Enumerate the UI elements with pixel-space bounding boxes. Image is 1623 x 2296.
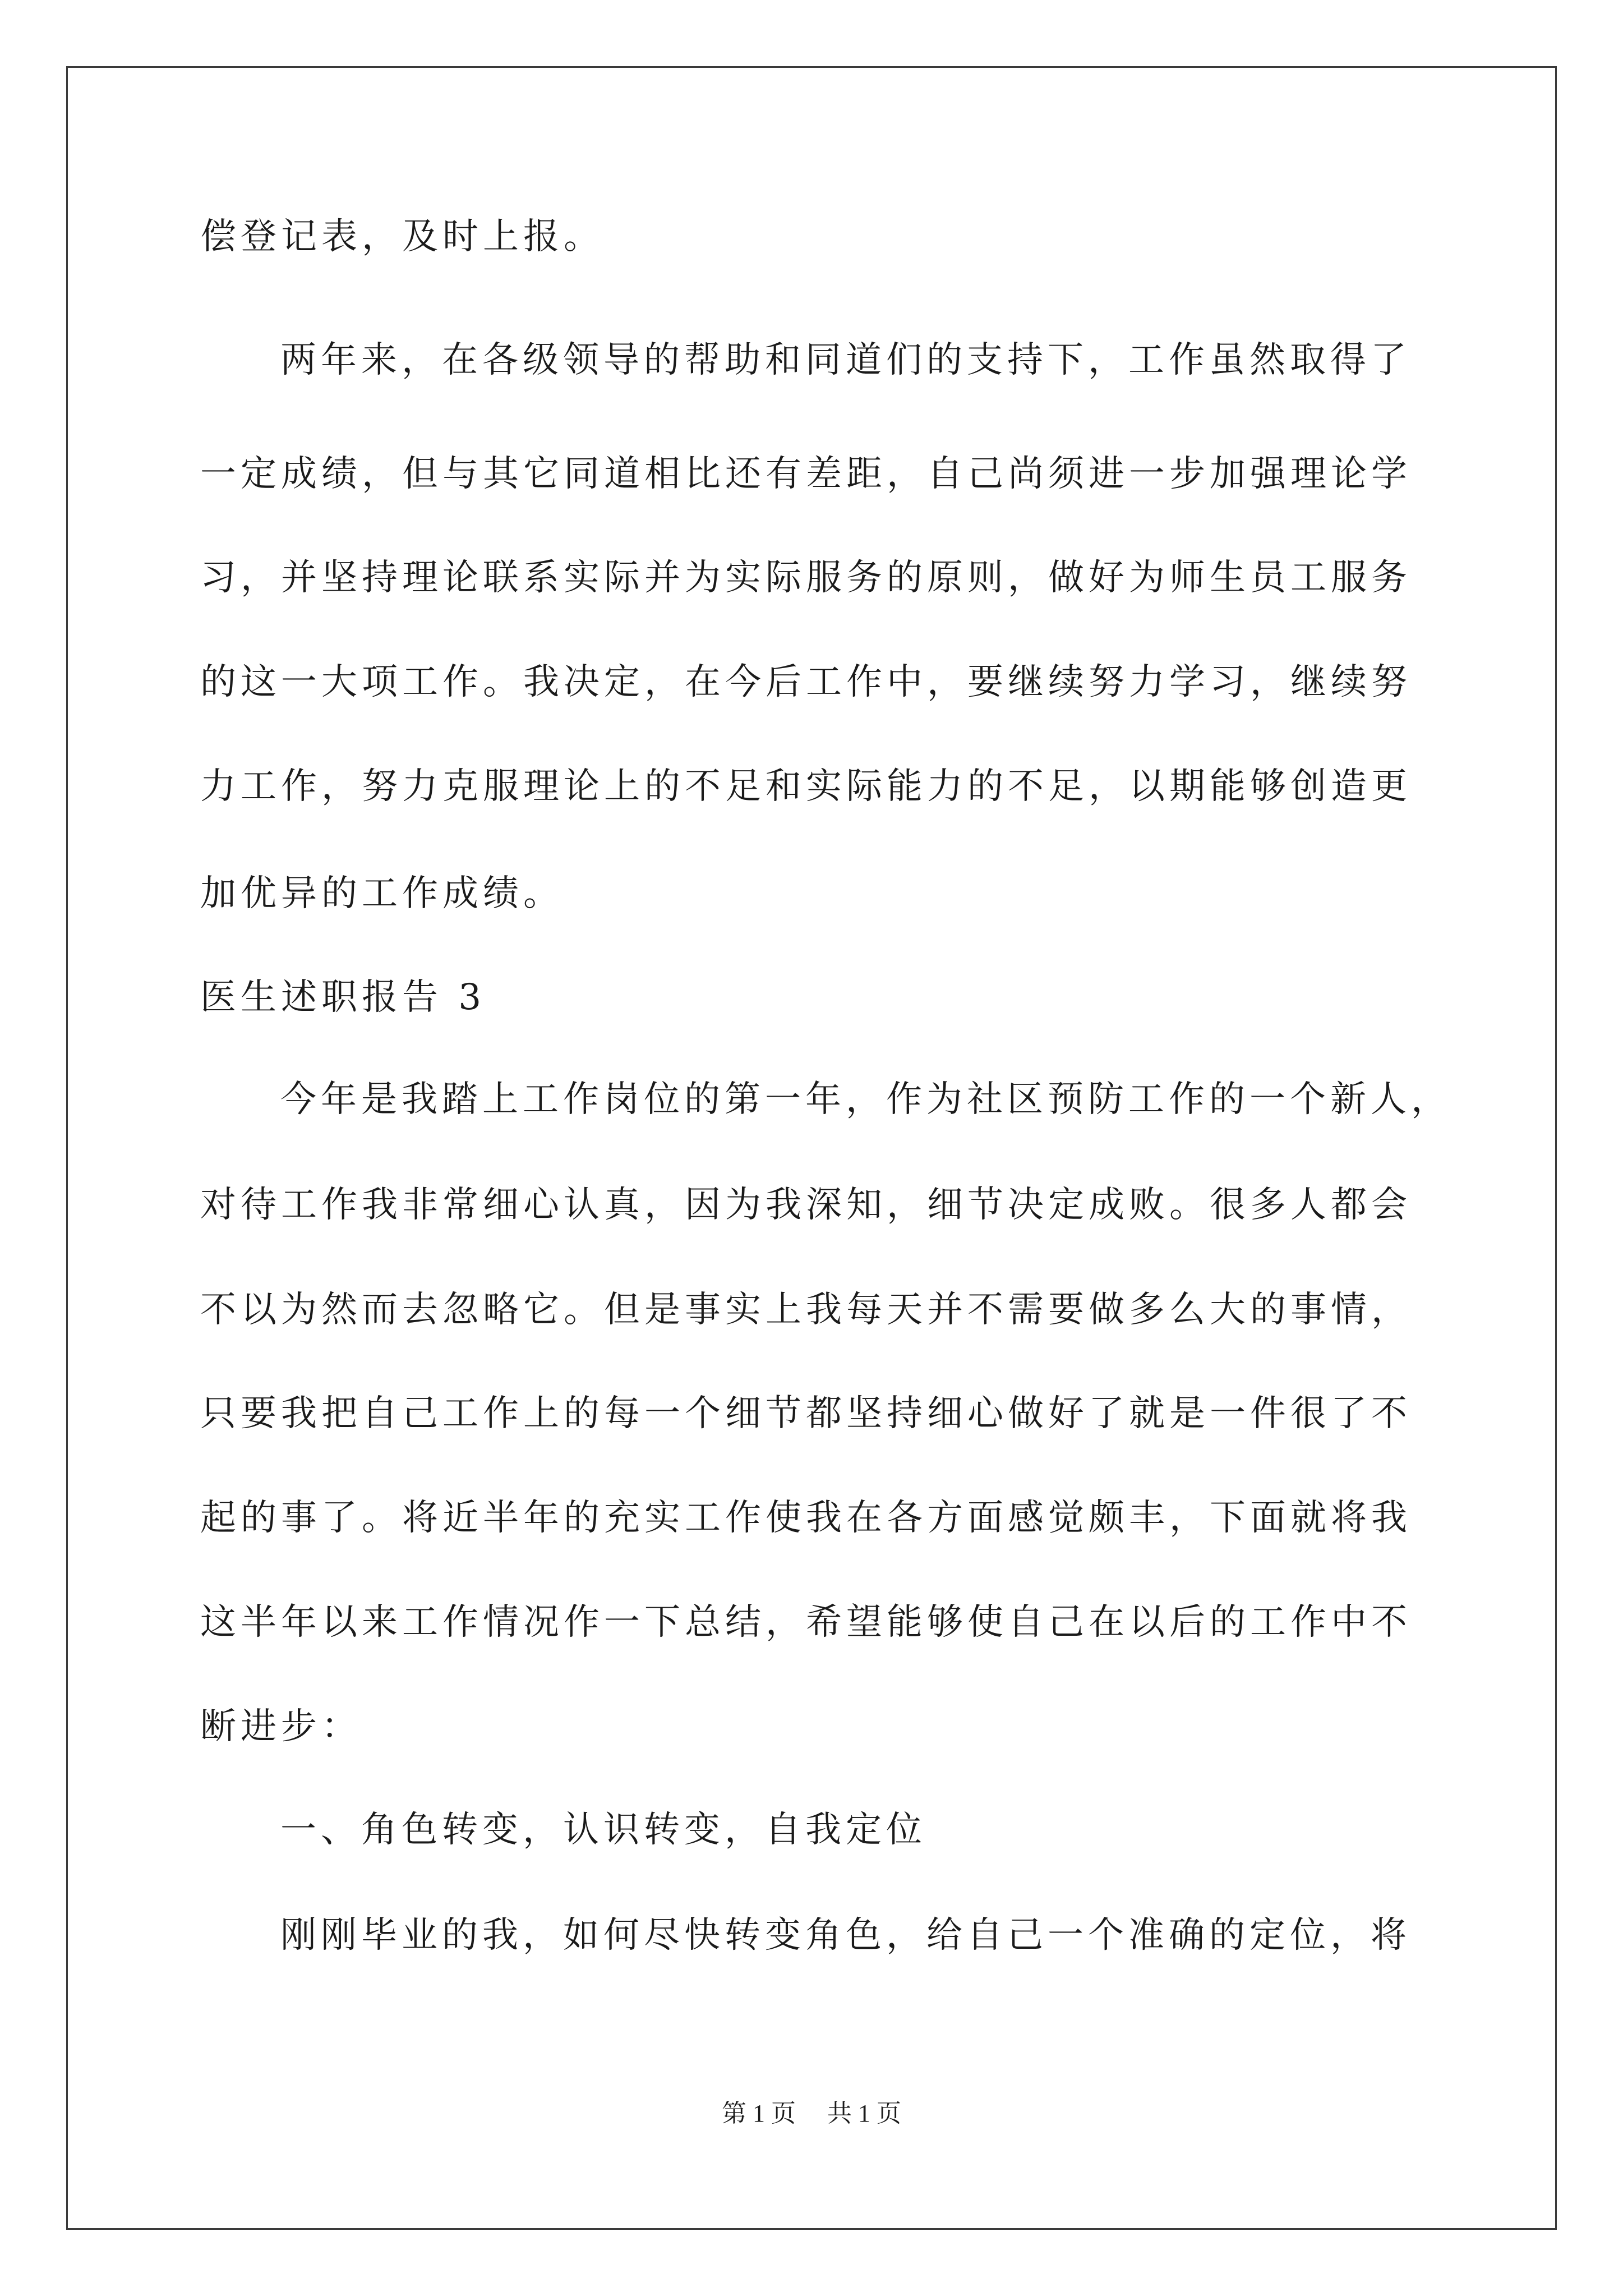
section-heading: 医生述职报告 3 <box>200 977 486 1018</box>
paragraph-line: 两年来，在各级领导的帮助和同道们的支持下，工作虽然取得了 <box>280 339 1411 381</box>
paragraph-line: 偿登记表，及时上报。 <box>200 216 604 257</box>
paragraph-line: 刚刚毕业的我，如何尽快转变角色，给自己一个准确的定位，将 <box>280 1915 1411 1956</box>
paragraph-line: 加优异的工作成绩。 <box>200 873 564 914</box>
paragraph-line: 一定成绩，但与其它同道相比还有差距，自己尚须进一步加强理论学 <box>200 453 1412 495</box>
page-border <box>66 66 1557 2230</box>
page-footer <box>0 2098 1623 2129</box>
paragraph-line: 对待工作我非常细心认真，因为我深知，细节决定成败。很多人都会 <box>200 1184 1412 1226</box>
paragraph-line: 这半年以来工作情况作一下总结，希望能够使自己在以后的工作中不 <box>200 1602 1412 1643</box>
paragraph-line: 只要我把自己工作上的每一个细节都坚持细心做好了就是一件很了不 <box>200 1393 1412 1434</box>
paragraph-line: 习，并坚持理论联系实际并为实际服务的原则，做好为师生员工服务 <box>200 557 1412 599</box>
paragraph-line: 起的事了。将近半年的充实工作使我在各方面感觉颇丰，下面就将我 <box>200 1497 1412 1539</box>
page-number: 第 1 页 <box>722 2100 796 2127</box>
subheading-line: 一、角色转变，认识转变，自我定位 <box>280 1809 926 1851</box>
paragraph-line: 断进步： <box>200 1706 362 1747</box>
paragraph-line: 的这一大项工作。我决定，在今后工作中，要继续努力学习，继续努 <box>200 661 1412 703</box>
total-pages: 共 1 页 <box>827 2100 901 2127</box>
paragraph-line: 今年是我踏上工作岗位的第一年，作为社区预防工作的一个新人， <box>280 1079 1451 1120</box>
paragraph-line: 力工作，努力克服理论上的不足和实际能力的不足，以期能够创造更 <box>200 766 1412 807</box>
paragraph-line: 不以为然而去忽略它。但是事实上我每天并不需要做多么大的事情， <box>200 1289 1412 1331</box>
